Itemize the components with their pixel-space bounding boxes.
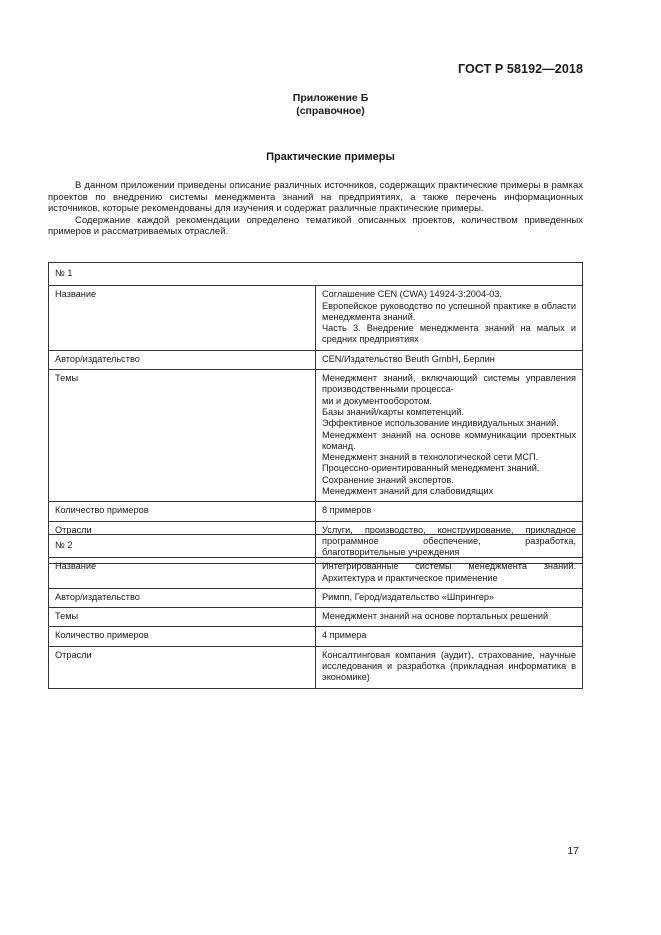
topic-line: Процессно-ориентированный менеджмент знаний. (322, 463, 540, 474)
annex-subtitle: (справочное) (296, 105, 365, 117)
table-row (49, 627, 583, 646)
standard-designation: ГОСТ Р 58192—2018 (457, 62, 583, 76)
example-name-line: Соглашение CEN (CWA) 14924-3:2004-03. (322, 289, 502, 300)
table-row (49, 350, 583, 369)
table-row (49, 646, 583, 688)
example-name-line: Часть 3. Внедрение менеджмента знаний на малых и средних предприятиях (322, 323, 576, 345)
topic-line: Менеджмент знаний в технологической сети МСП. (322, 452, 539, 463)
example-name (316, 286, 583, 350)
table-row (49, 608, 583, 627)
table-row (49, 588, 583, 607)
row-label-industries: Отрасли (49, 646, 316, 688)
topic-line: Менеджмент знаний, включающий системы управления производственными процесса- (322, 373, 576, 395)
row-label-author: Автор/издательство (49, 350, 316, 369)
intro-paragraph-1: В данном приложении приведены описание различных источников, содержащих практические примеры в рамках проектов по внедрению системы менеджмента знаний на предприятиях, а также перечень информационных источников, которые рекомендованы для изучения и содержат различные практические примеры. (48, 180, 583, 215)
example-count: 4 примера (316, 627, 583, 646)
row-label-topics: Темы (49, 370, 316, 502)
topic-line: Базы знаний/карты компетенций. (322, 406, 464, 417)
intro-paragraph-2: Содержание каждой рекомендации определено тематикой описанных проектов, количеством приведенных примеров и рассматриваемых отраслей. (48, 214, 583, 238)
page-number: 17 (567, 845, 579, 857)
annex-title: Приложение Б (292, 92, 369, 104)
example-author: CEN/Издательство Beuth GmbH, Берлин (316, 350, 583, 369)
table-row (49, 535, 583, 558)
row-label-author: Автор/издательство (49, 588, 316, 607)
table-row (49, 502, 583, 521)
section-title: Практические примеры (266, 151, 395, 163)
topic-line: ми и документооборотом. (322, 395, 433, 406)
row-label-count: Количество примеров (49, 502, 316, 521)
example-industries: Услуги, производство, конструирование, прикладное программное обеспечение, разработка, благотворительные учреждения (316, 521, 583, 563)
intro-text (48, 180, 583, 238)
example-number: № 2 (49, 535, 583, 558)
example-table-1 (48, 262, 583, 564)
topic-line: Менеджмент знаний на основе коммуникации проектных команд. (322, 429, 576, 451)
row-label-industries: Отрасли (49, 521, 316, 563)
table-row (49, 286, 583, 350)
example-name-line: Европейское руководство по успешной практике в области менеджмента знаний. (322, 300, 576, 322)
example-topics: Менеджмент знаний на основе портальных решений (316, 608, 583, 627)
row-label-name: Название (49, 558, 316, 589)
table-row (49, 558, 583, 589)
annex-heading (0, 92, 661, 118)
example-topics (316, 370, 583, 502)
topic-line: Менеджмент знаний для слабовидящих (322, 486, 494, 497)
table-row (49, 370, 583, 502)
example-table-2 (48, 534, 583, 689)
topic-line: Сохранение знаний экспертов. (322, 474, 454, 485)
row-label-count: Количество примеров (49, 627, 316, 646)
example-name: Интегрированные системы менеджмента знаний. Архитектура и практическое применение (316, 558, 583, 589)
example-author: Римпп, Герод/издательство «Шпрингер» (316, 588, 583, 607)
example-number: № 1 (49, 263, 583, 286)
row-label-name: Название (49, 286, 316, 350)
topic-line: Эффективное использование индивидуальных знаний. (322, 418, 559, 429)
example-count: 8 примеров (316, 502, 583, 521)
example-industries: Консалтинговая компания (аудит), страхование, научные исследования и разработка (прикладная информатика в экономике) (316, 646, 583, 688)
row-label-topics: Темы (49, 608, 316, 627)
table-row (49, 263, 583, 286)
